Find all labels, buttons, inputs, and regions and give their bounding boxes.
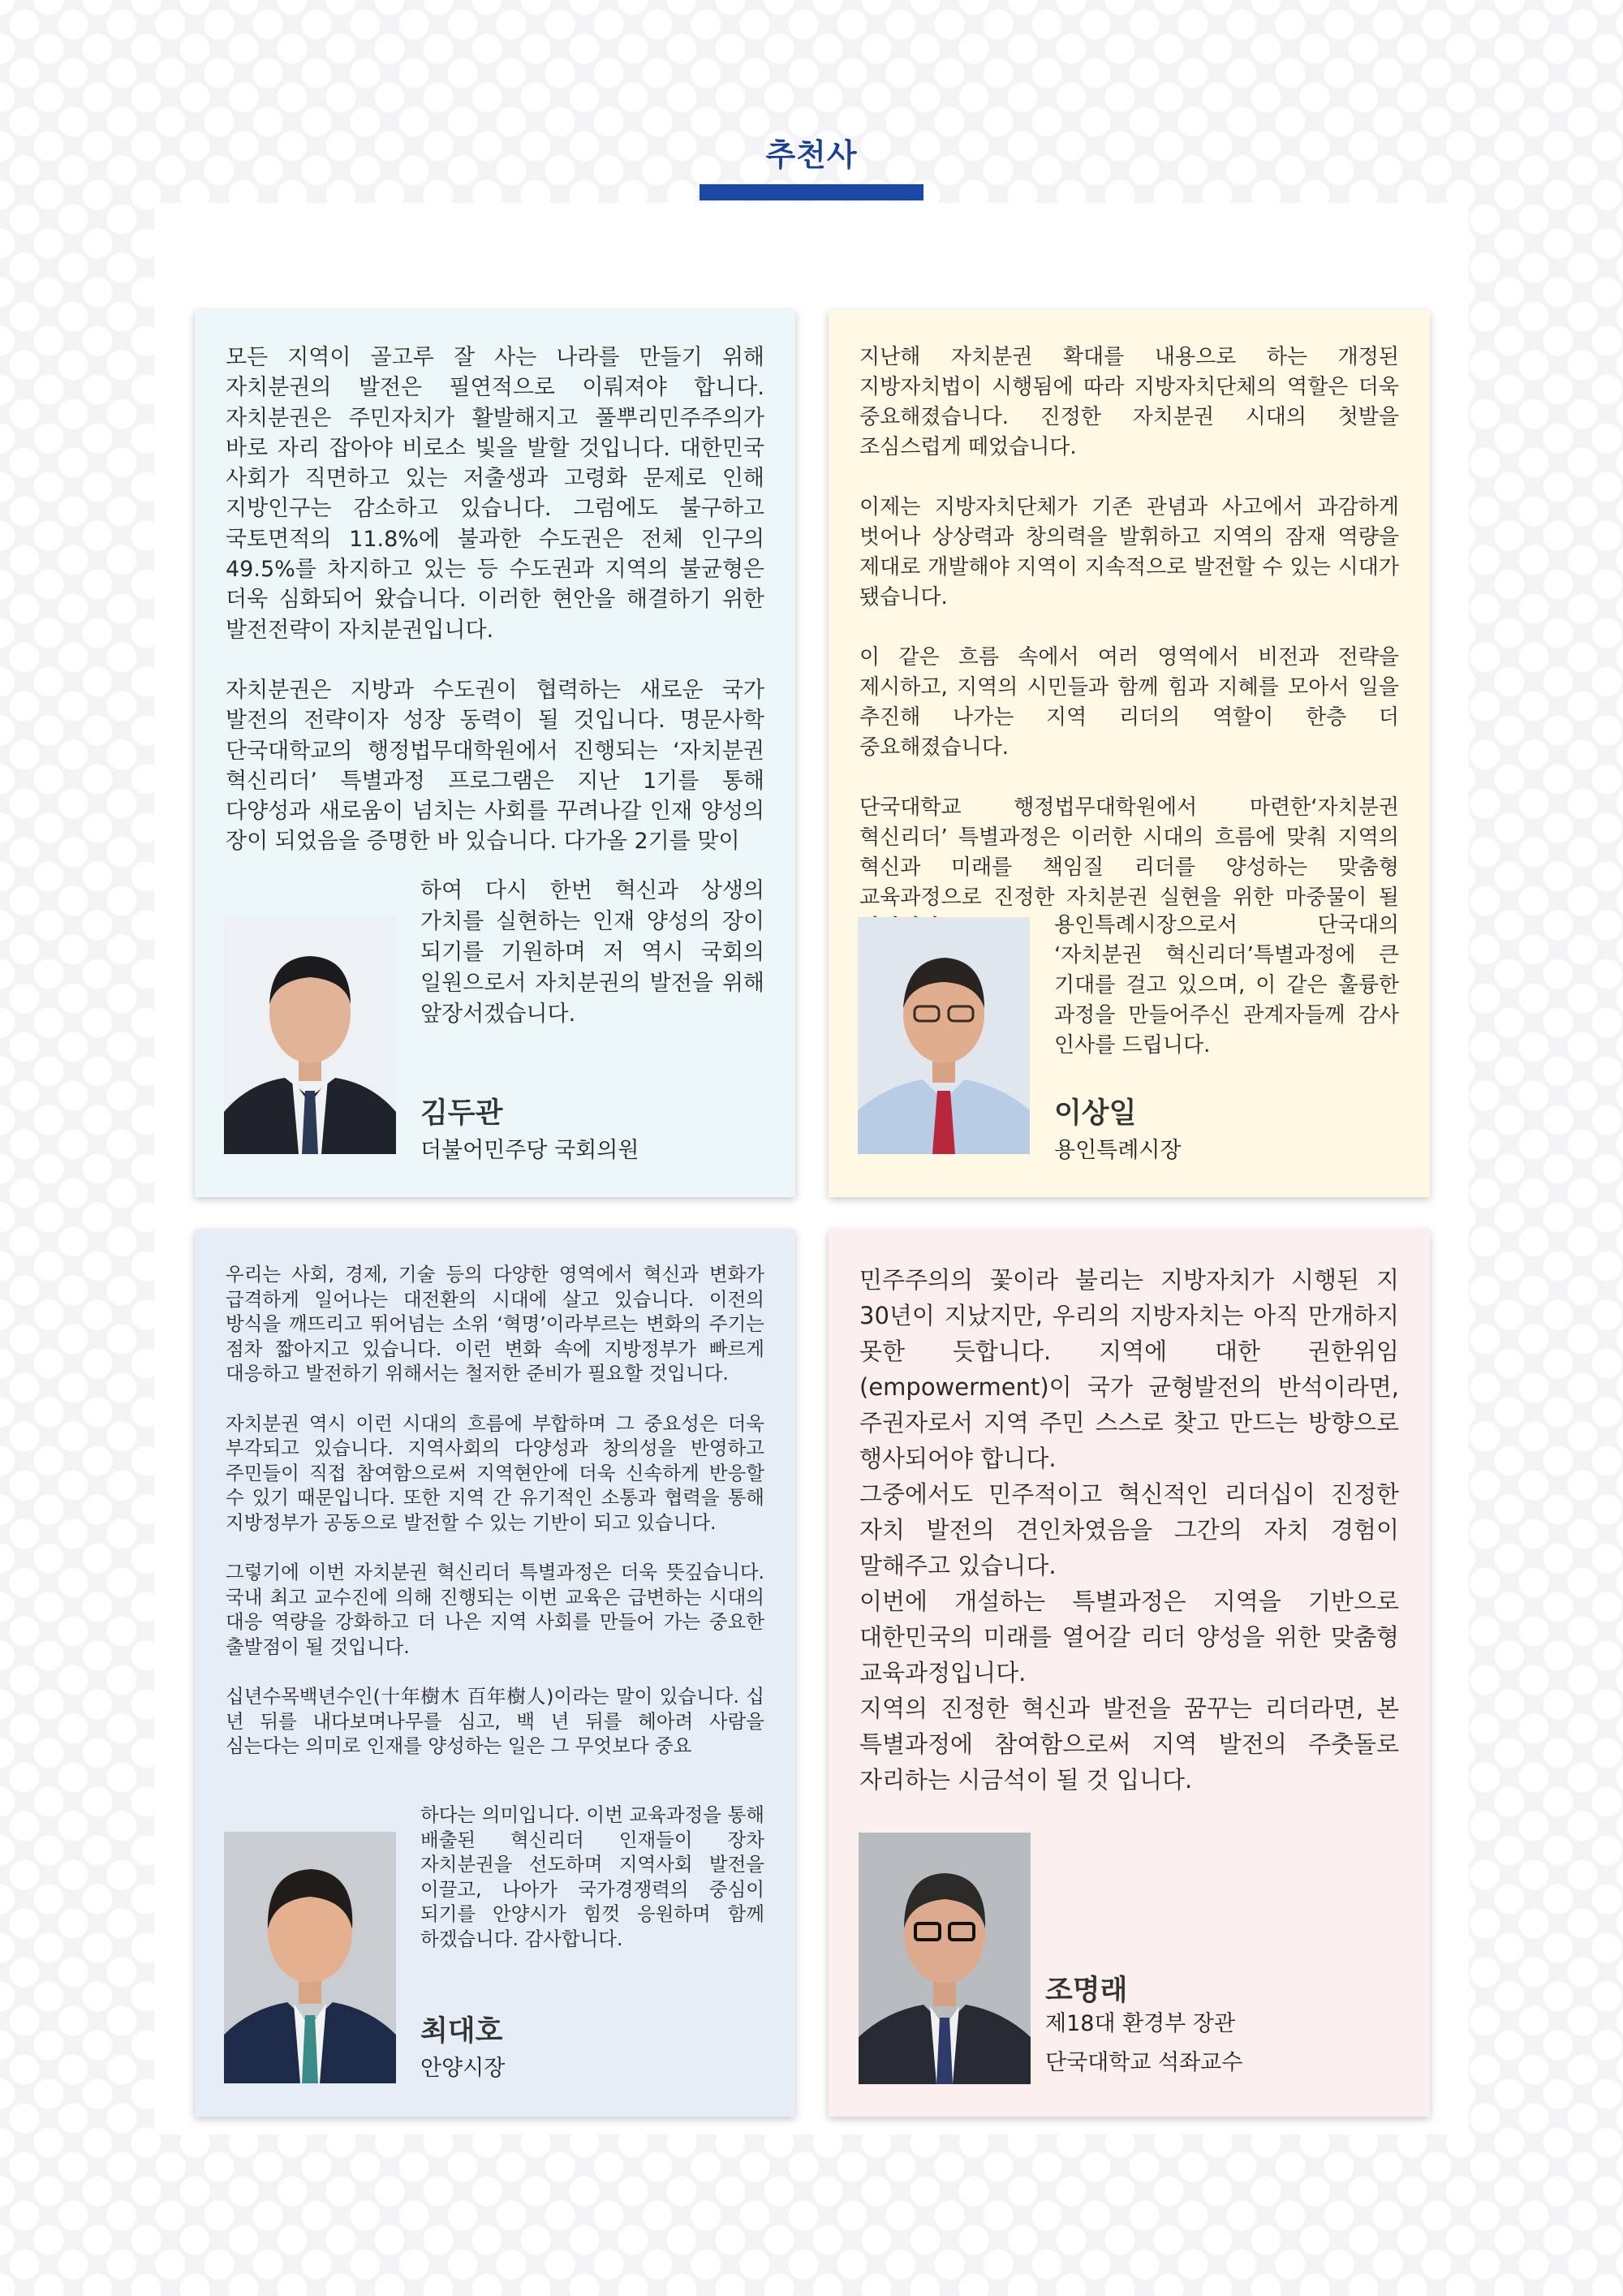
- author-role: 안양시장: [420, 2056, 506, 2081]
- author-name: 조명래: [1045, 1975, 1128, 2007]
- card-body: [859, 1262, 1399, 1798]
- card-paragraph: 지난해 자치분권 확대를 내용으로 하는 개정된 지방자치법이 시행됨에 따라 지방자치단체의 역할은 더욱 중요해졌습니다. 진정한 자치분권 시대의 첫발을 조심스럽게 떼었습니다.: [859, 345, 1399, 459]
- author-name: 이상일: [1054, 1097, 1137, 1130]
- author-role: 더불어민주당 국회의원: [420, 1138, 639, 1163]
- card-paragraph: 자치분권은 지방과 수도권이 협력하는 새로운 국가 발전의 전략이자 성장 동력이 될 것입니다. 명문사학 단국대학교의 행정법무대학원에서 진행되는 ‘자치분권 혁신리더’ 특별과정 프로그램은 지난 1기를 통해 다양성과 새로움이 넘치는 사회를 꾸려나갈 인재 양성의 장이 되었음을 증명한 바 있습니다. 다가올 2기를 맞이: [226, 677, 764, 855]
- card-paragraph-continued: 하여 다시 한번 혁신과 상생의 가치를 실현하는 인재 양성의 장이 되기를 기원하며 저 역시 국회의 일원으로서 자치분권의 발전을 위해 앞장서겠습니다.: [420, 878, 764, 1027]
- card-paragraph: 그렇기에 이번 자치분권 혁신리더 특별과정은 더욱 뜻깊습니다. 국내 최고 교수진에 의해 진행되는 이번 교육은 급변하는 시대의 대응 역량을 강화하고 더 나은 지역 사회를 만들어 가는 중요한 출발점이 될 것입니다.: [226, 1561, 764, 1658]
- title-underline: [700, 184, 923, 200]
- card-paragraph-continued: 용인특례시장으로서 단국대의 ‘자치분권 혁신리더’특별과정에 큰 기대를 걸고 있으며, 이 같은 훌륭한 과정을 만들어주신 관계자들께 감사 인사를 드립니다.: [1054, 913, 1399, 1058]
- recommendation-card-lee-sangil: [829, 310, 1430, 1197]
- recommendation-card-kim-dugwan: [195, 310, 795, 1197]
- author-name: 김두관: [420, 1097, 503, 1130]
- author-role: 용인특례시장: [1054, 1138, 1182, 1163]
- portrait-photo: [858, 917, 1030, 1154]
- card-body: [859, 342, 1399, 943]
- card-paragraph: 십년수목백년수인(十年樹木 百年樹人)이라는 말이 있습니다. 십 년 뒤를 내다보며나무를 심고, 백 년 뒤를 헤아려 사람을 심는다는 의미로 인재를 양성하는 일은 그 무엇보다 중요: [226, 1685, 764, 1757]
- portrait-photo: [224, 1832, 396, 2083]
- author-role-line: 단국대학교 석좌교수: [1045, 2050, 1243, 2075]
- card-paragraph: 자치분권 역시 이런 시대의 흐름에 부합하며 그 중요성은 더욱 부각되고 있습니다. 지역사회의 다양성과 창의성을 반영하고 주민들이 직접 참여함으로써 지역현안에 더욱 신속하게 반응할 수 있기 때문입니다. 또한 지역 간 유기적인 소통과 협력을 통해 지방정부가 공동으로 발전할 수 있는 기반이 되고 있습니다.: [226, 1411, 764, 1534]
- card-paragraph: 단국대학교 행정법무대학원에서 마련한‘자치분권 혁신리더’ 특별과정은 이러한 시대의 흐름에 맞춰 지역의 혁신과 미래를 책임질 리더를 양성하는 맞춤형 교육과정으로 진정한 자치분권 실현을 위한 마중물이 될: [859, 795, 1399, 910]
- author-role: [1045, 2005, 1242, 2083]
- recommendation-card-cho-myungrae: [829, 1230, 1430, 2117]
- portrait-photo: [224, 917, 396, 1154]
- card-body: [226, 1262, 764, 1759]
- card-paragraph: 민주주의의 꽃이라 불리는 지방자치가 시행된 지 30년이 지났지만, 우리의 지방자치는 아직 만개하지 못한 듯합니다. 지역에 대한 권한위임(empowerment)이 국가 균형발전의 반석이라면, 주권자로서 지역 주민 스스로 찾고 만드는 방향으로 행사되어야 합니다.: [859, 1266, 1399, 1472]
- card-paragraph: 지역의 진정한 혁신과 발전을 꿈꾸는 리더라면, 본 특별과정에 참여함으로써 지역 발전의 주춧돌로 자리하는 시금석이 될 것 입니다.: [859, 1695, 1399, 1794]
- card-paragraph: 이번에 개설하는 특별과정은 지역을 기반으로 대한민국의 미래를 열어갈 리더 양성을 위한 맞춤형 교육과정입니다.: [859, 1587, 1399, 1686]
- portrait-photo: [859, 1833, 1031, 2084]
- page-title: 추천사: [765, 137, 858, 173]
- author-name: 최대호: [420, 2015, 503, 2048]
- card-paragraph: 그중에서도 민주적이고 혁신적인 리더십이 진정한 자치 발전의 견인차였음을 그간의 자치 경험이 말해주고 있습니다.: [859, 1480, 1399, 1579]
- card-paragraph: 이 같은 흐름 속에서 여러 영역에서 비전과 전략을 제시하고, 지역의 시민들과 함께 힘과 지혜를 모아서 일을 추진해 나가는 지역 리더의 역할이 한층 더 중요해졌습니다.: [859, 645, 1399, 760]
- card-body: [226, 342, 764, 857]
- card-paragraph: 우리는 사회, 경제, 기술 등의 다양한 영역에서 혁신과 변화가 급격하게 일어나는 대전환의 시대에 살고 있습니다. 이전의 방식을 깨뜨리고 뛰어넘는 소위 ‘혁명’이라부르는 변화의 주기는 점차 짧아지고 있습니다. 이런 변화 속에 지방정부가 빠르게 대응하고 발전하기 위해서는 철저한 준비가 필요할 것입니다.: [226, 1263, 764, 1385]
- recommendation-card-choi-daeho: [195, 1230, 795, 2117]
- card-paragraph: 모든 지역이 골고루 잘 사는 나라를 만들기 위해 자치분권의 발전은 필연적으로 이뤄져야 합니다. 자치분권은 주민자치가 활발해지고 풀뿌리민주주의가 바로 자리 잡아야 비로소 빛을 발할 것입니다. 대한민국 사회가 직면하고 있는 저출생과 고령화 문제로 인해 지방인구는 감소하고 있습니다. 그럼에도 불구하고 국토면적의 11.8%에 불과한 수도권은 전체 인구의 49.5%를 차지하고 있는 등 수도권과 지역의 불균형은 더욱 심화되어 왔습니다. 이러한 현안을 해결하기 위한 발전전략이 자치분권입니다.: [226, 345, 764, 643]
- card-paragraph-continued: 하다는 의미입니다. 이번 교육과정을 통해 배출된 혁신리더 인재들이 장차 자치분권을 선도하며 지역사회 발전을 이끌고, 나아가 국가경쟁력의 중심이 되기를 안양시가 힘껏 응원하며 함께 하겠습니다. 감사합니다.: [420, 1803, 764, 1950]
- card-paragraph: 이제는 지방자치단체가 기존 관념과 사고에서 과감하게 벗어나 상상력과 창의력을 발휘하고 지역의 잠재 역량을 제대로 개발해야 지역이 지속적으로 발전할 수 있는 시대가 됐습니다.: [859, 495, 1399, 610]
- author-role-line: 제18대 환경부 장관: [1045, 2011, 1236, 2036]
